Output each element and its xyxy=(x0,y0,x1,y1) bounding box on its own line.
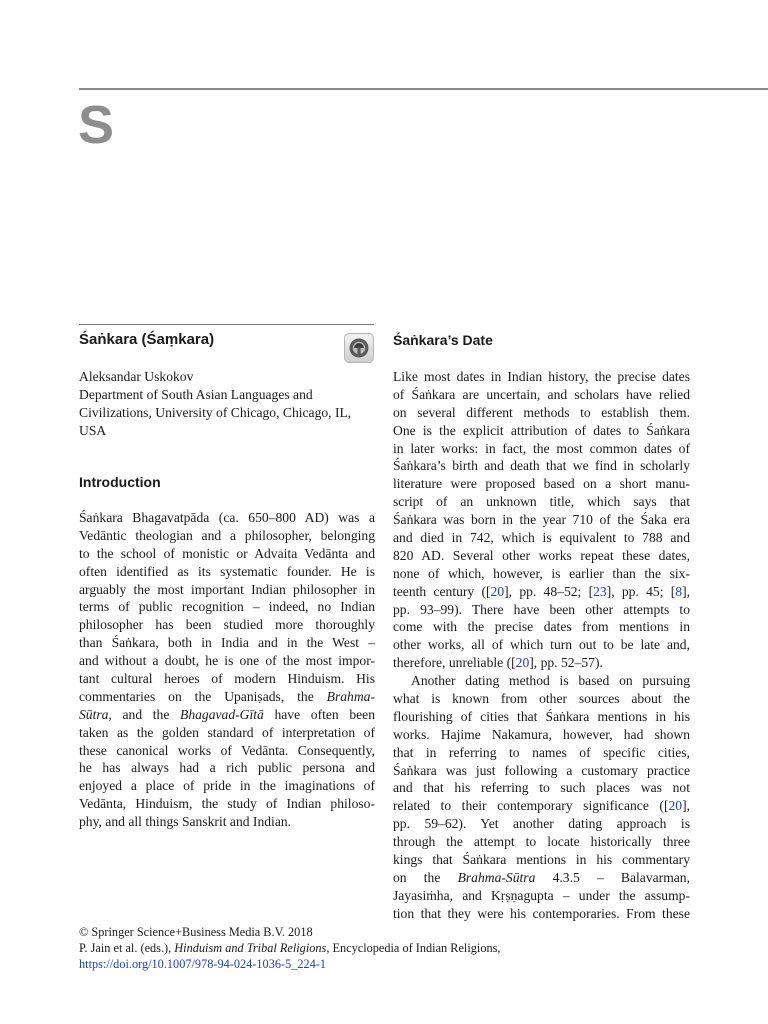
footer xyxy=(79,924,501,972)
text-line: Vedānta, Hinduism, the study of Indian philoso- xyxy=(79,796,375,812)
text-line: teenth century ([20], pp. 48–52; [23], pp. 45; [8], xyxy=(393,583,690,599)
text-line: Like most dates in Indian history, the precise dates xyxy=(393,369,690,384)
text-line: tion that they were his contemporaries. From these xyxy=(393,905,690,921)
text-line: flourishing of cities that Śaṅkara mentions in his xyxy=(393,708,690,724)
text-line: phy, and all things Sanskrit and Indian. xyxy=(79,814,292,830)
text-line: what is known from other sources about the xyxy=(393,691,690,707)
text-line: than Śaṅkara, both in India and in the West – xyxy=(79,635,375,651)
text-line: works. Hajime Nakamura, however, had shown xyxy=(393,726,690,742)
text-line: script of an unknown title, which says that xyxy=(393,494,690,510)
text-line: One is the explicit attribution of dates to Śaṅkara xyxy=(393,422,690,438)
date-section-heading: Śaṅkara’s Date xyxy=(393,332,493,348)
text-line: literature were proposed based on a short manu- xyxy=(393,476,690,492)
text-line: none of which, however, is earlier than the six- xyxy=(393,565,690,581)
text-line: arguably the most important Indian philosopher in xyxy=(79,581,375,597)
author-block xyxy=(79,368,375,440)
text-line: taken as the golden standard of interpretation of xyxy=(79,724,375,740)
text-line: of Śaṅkara are uncertain, and scholars have relied xyxy=(393,386,690,402)
text-line: to the school of monistic or Advaita Vedānta and xyxy=(79,545,375,561)
date-section-body xyxy=(393,368,690,923)
text-line: Vedāntic theologian and a philosopher, belonging xyxy=(79,527,375,543)
text-line: through the attempt to locate historically three xyxy=(393,834,690,850)
top-rule xyxy=(79,88,768,90)
text-line: pp. 59–62). Yet another dating approach is xyxy=(393,816,690,832)
text-line: Another dating method is based on pursuing xyxy=(411,673,690,689)
text-line: kings that Śaṅkara mentions in his commentary xyxy=(393,852,690,868)
citation-line: P. Jain et al. (eds.), Hinduism and Tribal Religions, Encyclopedia of Indian Religions, xyxy=(79,941,501,955)
text-line: 820 AD. Several other works repeat these dates, xyxy=(393,547,690,563)
text-line: Śaṅkara was born in the year 710 of the Śaka era xyxy=(393,512,690,528)
text-line: in later works: in fact, the most common dates of xyxy=(393,440,690,456)
text-line: Śaṅkara Bhagavatpāda (ca. 650–800 AD) was a xyxy=(79,510,375,525)
author-affiliation-line: Civilizations, University of Chicago, Chicago, IL, xyxy=(79,404,352,420)
author-affiliation-line: USA xyxy=(79,422,107,438)
text-line: pp. 93–99). There have been other attempts to xyxy=(393,601,690,617)
introduction-heading: Introduction xyxy=(79,474,161,490)
section-letter: S xyxy=(78,95,115,155)
text-line: and without a doubt, he is one of the most impor- xyxy=(79,653,375,669)
crossmark-check-updates-icon[interactable] xyxy=(344,333,374,363)
text-line: these canonical works of Vedānta. Consequently, xyxy=(79,742,375,758)
text-line: often identified as its systematic founder. He is xyxy=(79,563,375,579)
text-line: related to their contemporary significance ([20], xyxy=(393,798,690,814)
text-line: and died in 742, which is equivalent to 788 and xyxy=(393,530,690,546)
text-line: Jayasiṁha, and Kṛṣṇagupta – under the assump- xyxy=(393,887,690,903)
text-line: and that his referring to such places was not xyxy=(393,780,690,796)
author-affiliation-line: Department of South Asian Languages and xyxy=(79,386,313,402)
text-line: that in referring to names of specific cities, xyxy=(393,744,690,760)
doi-link[interactable]: https://doi.org/10.1007/978-94-024-1036-5_224-1 xyxy=(79,957,327,971)
text-line: enjoyed a place of pride in the imaginations of xyxy=(79,778,375,794)
entry-title: Śaṅkara (Śaṃkara) xyxy=(79,331,215,348)
author-name: Aleksandar Uskokov xyxy=(79,369,194,384)
text-line: tant cultural heroes of modern Hinduism. His xyxy=(79,671,375,687)
text-line: on several different methods to establish them. xyxy=(393,404,690,420)
text-line: he has always had a rich public persona and xyxy=(79,760,375,776)
text-line: philosopher has been studied more thoroughly xyxy=(79,617,375,633)
text-line: Śaṅkara was just following a customary practice xyxy=(393,762,690,778)
title-rule xyxy=(79,324,374,325)
text-line: come with the precise dates from mentions in xyxy=(393,619,690,635)
text-line: terms of public recognition – indeed, no Indian xyxy=(79,599,375,615)
text-line: on the Brahma-Sūtra 4.3.5 – Balavarman, xyxy=(393,869,690,885)
introduction-body xyxy=(79,509,375,831)
text-line: commentaries on the Upaniṣads, the Brahma- xyxy=(79,688,375,704)
text-line: therefore, unreliable ([20], pp. 52–57). xyxy=(393,655,603,671)
text-line: Śaṅkara’s birth and death that we find in scholarly xyxy=(393,458,690,474)
text-line: other works, all of which turn out to be late and, xyxy=(393,637,690,653)
text-line: Sūtra, and the Bhagavad-Gītā have often been xyxy=(79,706,375,722)
copyright-notice: © Springer Science+Business Media B.V. 2018 xyxy=(79,925,313,939)
